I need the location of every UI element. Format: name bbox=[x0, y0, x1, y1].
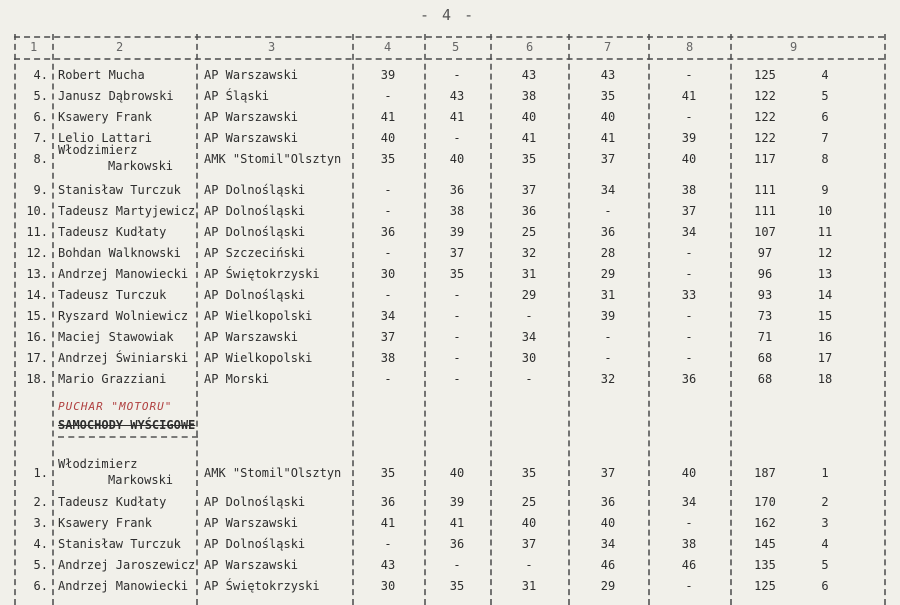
cell-c5: 39 bbox=[449, 225, 465, 239]
cell-c4: - bbox=[384, 183, 392, 197]
cell-c5: - bbox=[453, 288, 461, 302]
table-row bbox=[0, 347, 900, 369]
cell-c7: 37 bbox=[600, 152, 616, 166]
cell-c7: 34 bbox=[600, 537, 616, 551]
cell-total: 162 bbox=[754, 516, 776, 530]
cell-place: 4 bbox=[821, 68, 829, 82]
cell-no: 17. bbox=[26, 351, 48, 365]
cell-name: Andrzej Jaroszewicz bbox=[58, 558, 196, 572]
cell-club: AP Szczeciński bbox=[204, 246, 306, 260]
cell-c4: - bbox=[384, 537, 392, 551]
cell-club: AP Wielkopolski bbox=[204, 351, 313, 365]
cell-name: Tadeusz Kudłaty bbox=[58, 495, 167, 509]
cell-c5: 41 bbox=[449, 516, 465, 530]
table-row bbox=[0, 326, 900, 348]
cell-place: 2 bbox=[821, 495, 829, 509]
cell-c7: 37 bbox=[600, 466, 616, 480]
table-row bbox=[0, 221, 900, 243]
cell-c8: 40 bbox=[681, 152, 697, 166]
cell-name: Lelio Lattari bbox=[58, 131, 152, 145]
cell-c8: - bbox=[685, 309, 693, 323]
cell-place: 16 bbox=[817, 330, 833, 344]
cell-no: 16. bbox=[26, 330, 48, 344]
cell-place: 9 bbox=[821, 183, 829, 197]
cell-club: AP Dolnośląski bbox=[204, 495, 306, 509]
cell-c7: 32 bbox=[600, 372, 616, 386]
cell-place: 17 bbox=[817, 351, 833, 365]
section-underline bbox=[58, 436, 198, 438]
cell-c4: 30 bbox=[380, 579, 396, 593]
cell-c6: 34 bbox=[521, 330, 537, 344]
cell-name: Ryszard Wolniewicz bbox=[58, 309, 189, 323]
cell-c7: 40 bbox=[600, 110, 616, 124]
cell-c6: - bbox=[525, 558, 533, 572]
cell-c8: - bbox=[685, 330, 693, 344]
table-row bbox=[0, 305, 900, 327]
cell-total: 111 bbox=[754, 183, 776, 197]
cell-no: 11. bbox=[26, 225, 48, 239]
cell-club: AP Warszawski bbox=[204, 68, 298, 82]
cell-name: Stanisław Turczuk bbox=[58, 537, 181, 551]
cell-total: 135 bbox=[754, 558, 776, 572]
cell-c5: 35 bbox=[449, 267, 465, 281]
cell-no: 5. bbox=[33, 558, 48, 572]
cell-c7: 31 bbox=[600, 288, 616, 302]
cell-total: 145 bbox=[754, 537, 776, 551]
cell-c7: 36 bbox=[600, 495, 616, 509]
cell-c8: - bbox=[685, 246, 693, 260]
cell-no: 7. bbox=[33, 131, 48, 145]
table-row bbox=[0, 179, 900, 201]
cell-no: 4. bbox=[33, 537, 48, 551]
cell-name: Bohdan Walknowski bbox=[58, 246, 181, 260]
cell-c8: 37 bbox=[681, 204, 697, 218]
cell-c5: 41 bbox=[449, 110, 465, 124]
cell-c6: 25 bbox=[521, 225, 537, 239]
column-header: 7 bbox=[604, 40, 612, 54]
cell-no: 4. bbox=[33, 68, 48, 82]
cell-total: 187 bbox=[754, 466, 776, 480]
cell-place: 15 bbox=[817, 309, 833, 323]
cell-c8: 38 bbox=[681, 537, 697, 551]
cell-place: 11 bbox=[817, 225, 833, 239]
cell-place: 6 bbox=[821, 579, 829, 593]
cell-no: 1. bbox=[33, 466, 48, 480]
cell-c6: 32 bbox=[521, 246, 537, 260]
cell-c8: - bbox=[685, 68, 693, 82]
cell-c4: 43 bbox=[380, 558, 396, 572]
cell-total: 97 bbox=[757, 246, 773, 260]
section-title: SAMOCHODY WYŚCIGOWE bbox=[58, 418, 196, 432]
cell-total: 170 bbox=[754, 495, 776, 509]
cell-club: AMK "Stomil"Olsztyn bbox=[204, 152, 342, 166]
cell-c8: 46 bbox=[681, 558, 697, 572]
cell-total: 117 bbox=[754, 152, 776, 166]
cell-club: AP Dolnośląski bbox=[204, 537, 306, 551]
cell-c7: 28 bbox=[600, 246, 616, 260]
table-row bbox=[0, 554, 900, 576]
cell-c7: - bbox=[604, 330, 612, 344]
cell-no: 2. bbox=[33, 495, 48, 509]
cell-total: 73 bbox=[757, 309, 773, 323]
cell-c7: 36 bbox=[600, 225, 616, 239]
cell-c4: 35 bbox=[380, 466, 396, 480]
cell-c4: - bbox=[384, 246, 392, 260]
column-header: 9 bbox=[790, 40, 798, 54]
cell-total: 71 bbox=[757, 330, 773, 344]
cell-place: 13 bbox=[817, 267, 833, 281]
cell-no: 6. bbox=[33, 579, 48, 593]
cell-c4: 41 bbox=[380, 110, 396, 124]
cell-name: Włodzimierz bbox=[58, 143, 138, 157]
cell-name: Tadeusz Martyjewicz bbox=[58, 204, 196, 218]
page-number: - 4 - bbox=[420, 6, 476, 24]
cell-no: 15. bbox=[26, 309, 48, 323]
cell-name: Andrzej Świniarski bbox=[58, 351, 189, 365]
cell-club: AP Wielkopolski bbox=[204, 309, 313, 323]
cell-no: 3. bbox=[33, 516, 48, 530]
cell-c6: 40 bbox=[521, 516, 537, 530]
table-row bbox=[0, 64, 900, 86]
cell-c6: 43 bbox=[521, 68, 537, 82]
cell-place: 4 bbox=[821, 537, 829, 551]
column-header: 4 bbox=[384, 40, 392, 54]
cell-c7: 43 bbox=[600, 68, 616, 82]
cell-club: AP Warszawski bbox=[204, 131, 298, 145]
table-row bbox=[0, 512, 900, 534]
cell-c8: 36 bbox=[681, 372, 697, 386]
cell-c7: 29 bbox=[600, 579, 616, 593]
table-row bbox=[0, 575, 900, 597]
cell-total: 111 bbox=[754, 204, 776, 218]
cell-club: AP Morski bbox=[204, 372, 270, 386]
cell-c4: 41 bbox=[380, 516, 396, 530]
cell-total: 93 bbox=[757, 288, 773, 302]
cell-club: AP Warszawski bbox=[204, 330, 298, 344]
cell-place: 18 bbox=[817, 372, 833, 386]
cell-no: 9. bbox=[33, 183, 48, 197]
table-row bbox=[0, 106, 900, 128]
cell-c5: 40 bbox=[449, 152, 465, 166]
cell-c7: 35 bbox=[600, 89, 616, 103]
cell-no: 14. bbox=[26, 288, 48, 302]
cell-c5: 36 bbox=[449, 537, 465, 551]
cell-c4: 36 bbox=[380, 495, 396, 509]
cell-name: Ksawery Frank bbox=[58, 516, 152, 530]
cell-c5: 35 bbox=[449, 579, 465, 593]
cell-c8: - bbox=[685, 351, 693, 365]
cell-name: Andrzej Manowiecki bbox=[58, 579, 189, 593]
table-row bbox=[0, 457, 900, 487]
cell-c6: 31 bbox=[521, 579, 537, 593]
cell-c4: 30 bbox=[380, 267, 396, 281]
cell-c4: - bbox=[384, 288, 392, 302]
table-top-rule bbox=[14, 36, 884, 38]
column-header: 3 bbox=[268, 40, 276, 54]
cell-c6: 35 bbox=[521, 466, 537, 480]
cell-c5: - bbox=[453, 68, 461, 82]
cell-c5: 39 bbox=[449, 495, 465, 509]
cell-no: 5. bbox=[33, 89, 48, 103]
cell-c5: - bbox=[453, 131, 461, 145]
cell-c6: - bbox=[525, 372, 533, 386]
cell-place: 1 bbox=[821, 466, 829, 480]
cell-place: 3 bbox=[821, 516, 829, 530]
cell-c5: - bbox=[453, 330, 461, 344]
cell-name: Janusz Dąbrowski bbox=[58, 89, 174, 103]
cell-c6: 29 bbox=[521, 288, 537, 302]
cell-c4: 38 bbox=[380, 351, 396, 365]
cell-c8: - bbox=[685, 110, 693, 124]
table-row bbox=[0, 491, 900, 513]
cell-place: 5 bbox=[821, 558, 829, 572]
column-header: 6 bbox=[526, 40, 534, 54]
cell-place: 8 bbox=[821, 152, 829, 166]
cell-no: 10. bbox=[26, 204, 48, 218]
cell-place: 5 bbox=[821, 89, 829, 103]
cell-c5: 36 bbox=[449, 183, 465, 197]
cell-club: AP Dolnośląski bbox=[204, 288, 306, 302]
cell-place: 12 bbox=[817, 246, 833, 260]
cell-c5: - bbox=[453, 558, 461, 572]
cell-no: 12. bbox=[26, 246, 48, 260]
cell-total: 68 bbox=[757, 351, 773, 365]
cell-c6: 38 bbox=[521, 89, 537, 103]
cell-c7: 39 bbox=[600, 309, 616, 323]
cell-name: Tadeusz Turczuk bbox=[58, 288, 167, 302]
column-header: 8 bbox=[686, 40, 694, 54]
cell-c7: 40 bbox=[600, 516, 616, 530]
cell-c8: 39 bbox=[681, 131, 697, 145]
table-row bbox=[0, 284, 900, 306]
cell-c4: 34 bbox=[380, 309, 396, 323]
cell-name-continued: Markowski bbox=[108, 159, 174, 173]
cell-c6: 37 bbox=[521, 183, 537, 197]
cell-c4: 39 bbox=[380, 68, 396, 82]
cell-c8: 33 bbox=[681, 288, 697, 302]
cell-place: 7 bbox=[821, 131, 829, 145]
handwritten-note: PUCHAR "MOTORU" bbox=[58, 400, 173, 413]
cell-club: AP Śląski bbox=[204, 89, 270, 103]
cell-c8: 40 bbox=[681, 466, 697, 480]
cell-c6: 35 bbox=[521, 152, 537, 166]
cell-c7: 41 bbox=[600, 131, 616, 145]
cell-name: Mario Grazziani bbox=[58, 372, 167, 386]
cell-c6: 41 bbox=[521, 131, 537, 145]
cell-club: AP Dolnośląski bbox=[204, 183, 306, 197]
cell-c7: 46 bbox=[600, 558, 616, 572]
cell-c8: 34 bbox=[681, 495, 697, 509]
cell-c5: - bbox=[453, 309, 461, 323]
cell-c4: - bbox=[384, 204, 392, 218]
cell-c5: 37 bbox=[449, 246, 465, 260]
table-row bbox=[0, 263, 900, 285]
cell-c4: 37 bbox=[380, 330, 396, 344]
cell-club: AMK "Stomil"Olsztyn bbox=[204, 466, 342, 480]
cell-name: Robert Mucha bbox=[58, 68, 145, 82]
cell-name: Włodzimierz bbox=[58, 457, 138, 471]
table-row bbox=[0, 200, 900, 222]
cell-place: 14 bbox=[817, 288, 833, 302]
cell-c8: - bbox=[685, 267, 693, 281]
cell-c6: 30 bbox=[521, 351, 537, 365]
cell-name: Maciej Stawowiak bbox=[58, 330, 174, 344]
cell-c7: - bbox=[604, 351, 612, 365]
cell-name-continued: Markowski bbox=[108, 473, 174, 487]
cell-no: 8. bbox=[33, 152, 48, 166]
column-header: 1 bbox=[30, 40, 38, 54]
cell-club: AP Świętokrzyski bbox=[204, 267, 320, 281]
cell-c7: - bbox=[604, 204, 612, 218]
cell-name: Andrzej Manowiecki bbox=[58, 267, 189, 281]
header-rule bbox=[14, 58, 884, 60]
cell-c5: 38 bbox=[449, 204, 465, 218]
cell-c6: - bbox=[525, 309, 533, 323]
table-row bbox=[0, 533, 900, 555]
cell-place: 6 bbox=[821, 110, 829, 124]
cell-total: 122 bbox=[754, 110, 776, 124]
cell-c5: 43 bbox=[449, 89, 465, 103]
table-row bbox=[0, 143, 900, 173]
cell-name: Ksawery Frank bbox=[58, 110, 152, 124]
cell-c4: - bbox=[384, 89, 392, 103]
table-row bbox=[0, 242, 900, 264]
cell-total: 122 bbox=[754, 89, 776, 103]
cell-c8: 38 bbox=[681, 183, 697, 197]
cell-name: Stanisław Turczuk bbox=[58, 183, 181, 197]
cell-c7: 29 bbox=[600, 267, 616, 281]
cell-c6: 40 bbox=[521, 110, 537, 124]
table-row bbox=[0, 85, 900, 107]
cell-c8: 34 bbox=[681, 225, 697, 239]
cell-c6: 37 bbox=[521, 537, 537, 551]
cell-c7: 34 bbox=[600, 183, 616, 197]
cell-total: 96 bbox=[757, 267, 773, 281]
cell-no: 13. bbox=[26, 267, 48, 281]
column-header: 5 bbox=[452, 40, 460, 54]
cell-no: 6. bbox=[33, 110, 48, 124]
cell-club: AP Dolnośląski bbox=[204, 204, 306, 218]
cell-c4: 36 bbox=[380, 225, 396, 239]
cell-club: AP Dolnośląski bbox=[204, 225, 306, 239]
table-row bbox=[0, 368, 900, 390]
cell-c5: 40 bbox=[449, 466, 465, 480]
cell-place: 10 bbox=[817, 204, 833, 218]
cell-club: AP Świętokrzyski bbox=[204, 579, 320, 593]
cell-no: 18. bbox=[26, 372, 48, 386]
cell-c5: - bbox=[453, 351, 461, 365]
cell-c8: - bbox=[685, 516, 693, 530]
cell-c8: - bbox=[685, 579, 693, 593]
cell-total: 122 bbox=[754, 131, 776, 145]
cell-c6: 31 bbox=[521, 267, 537, 281]
cell-c8: 41 bbox=[681, 89, 697, 103]
cell-total: 125 bbox=[754, 579, 776, 593]
cell-name: Tadeusz Kudłaty bbox=[58, 225, 167, 239]
cell-club: AP Warszawski bbox=[204, 558, 298, 572]
cell-club: AP Warszawski bbox=[204, 516, 298, 530]
cell-c4: 35 bbox=[380, 152, 396, 166]
cell-c4: - bbox=[384, 372, 392, 386]
cell-c6: 36 bbox=[521, 204, 537, 218]
cell-c5: - bbox=[453, 372, 461, 386]
cell-club: AP Warszawski bbox=[204, 110, 298, 124]
cell-total: 125 bbox=[754, 68, 776, 82]
cell-total: 68 bbox=[757, 372, 773, 386]
cell-c4: 40 bbox=[380, 131, 396, 145]
cell-c6: 25 bbox=[521, 495, 537, 509]
cell-total: 107 bbox=[754, 225, 776, 239]
column-header: 2 bbox=[116, 40, 124, 54]
